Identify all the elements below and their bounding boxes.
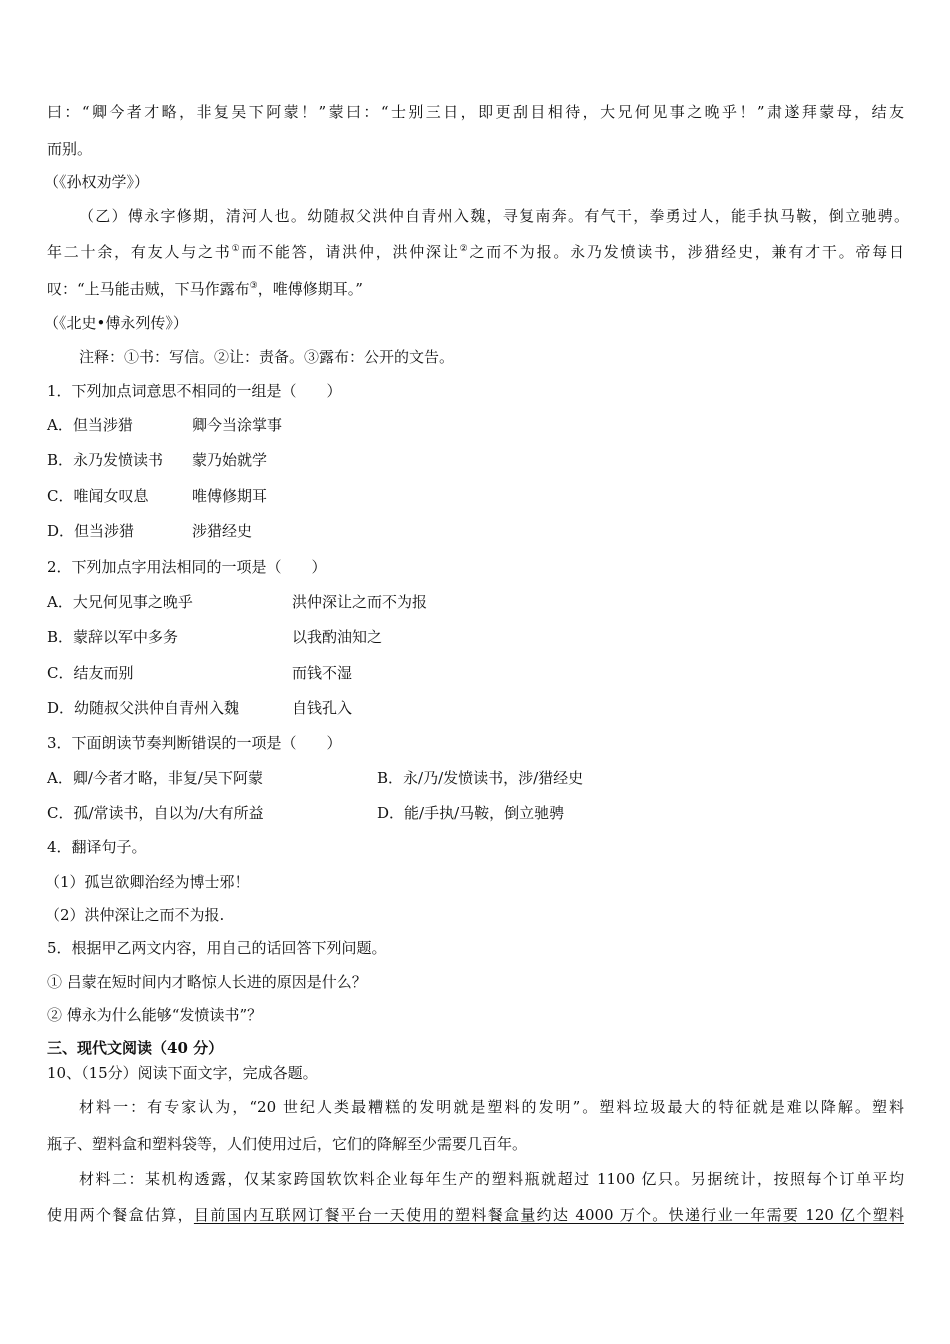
q2-option-d[interactable]: [47, 698, 647, 718]
q4-stem: 4．翻译句子。: [47, 838, 147, 856]
section-3-heading: 三、现代文阅读（40 分）: [47, 1039, 224, 1057]
q1-option-b[interactable]: [47, 450, 547, 470]
material-1-line-2: 瓶子、塑料盒和塑料袋等，人们使用过后，它们的降解至少需要几百年。: [47, 1135, 528, 1153]
q10-stem: 10、（15分）阅读下面文字，完成各题。: [47, 1064, 318, 1082]
option-label: D．幼随叔父洪仲自青州入魏: [47, 699, 240, 717]
footnote-marker-3: ③: [249, 281, 258, 291]
q2-option-a[interactable]: [47, 592, 647, 612]
material-2-line-2: [47, 1205, 904, 1225]
q1-option-a[interactable]: [47, 415, 547, 435]
q1-stem: 1．下列加点词意思不相同的一组是（ ）: [47, 382, 342, 400]
passage-yi-line-3: [47, 279, 363, 299]
option-pair: 涉猎经史: [192, 522, 253, 540]
passage-jia-line-2: 而别。: [47, 140, 93, 158]
text-segment: 之而不为报。永乃发愤读书，涉猎经史，兼有才干。帝每日: [469, 243, 904, 261]
passage-yi-line-1: （乙）傅永字修期，清河人也。幼随叔父洪仲自青州入魏，寻复南奔。有气干，拳勇过人，能手执马鞍，倒立驰骋。: [79, 207, 909, 225]
passage-jia-line-1: 曰：“卿今者才略，非复吴下阿蒙！”蒙曰：“士别三日，即更刮目相待，大兄何见事之晚乎！”肃遂拜蒙母，结友: [47, 103, 904, 121]
q3-option-c[interactable]: C．孤/常读书，自以为/大有所益: [47, 804, 264, 822]
material-2-line-1: 材料二：某机构透露，仅某家跨国软饮料企业每年生产的塑料瓶就超过 1100 亿只。另据统计，按照每个订单平均: [79, 1170, 904, 1188]
option-pair: 而钱不湿: [292, 664, 353, 682]
q5-stem: 5．根据甲乙两文内容，用自己的话回答下列问题。: [47, 939, 387, 957]
option-label: C．结友而别: [47, 664, 134, 682]
q3-option-b[interactable]: B．永/乃/发愤读书，涉/猎经史: [377, 769, 584, 787]
option-label: A．大兄何见事之晚乎: [47, 593, 193, 611]
q5-item-2: ② 傅永为什么能够“发愤读书”？: [47, 1006, 263, 1024]
option-label: B．永乃发愤读书: [47, 451, 164, 469]
option-pair: 洪仲深让之而不为报: [292, 593, 428, 611]
option-pair: 以我酌油知之: [292, 628, 383, 646]
q3-option-a[interactable]: A．卿/今者才略，非复/吴下阿蒙: [47, 769, 263, 787]
q5-item-1: ① 吕蒙在短时间内才略惊人长进的原因是什么？: [47, 973, 367, 991]
footnote-marker-2: ②: [459, 244, 470, 254]
option-label: D．但当涉猎: [47, 522, 135, 540]
q4-item-1: （1）孤岂欲卿治经为博士邪！: [45, 873, 250, 891]
text-segment: ，唯傅修期耳。”: [257, 280, 363, 298]
q2-option-c[interactable]: [47, 663, 647, 683]
footnote-marker-1: ①: [231, 244, 242, 254]
q3-option-d[interactable]: D．能/手执/马鞍，倒立驰骋: [377, 804, 565, 822]
passage-jia-source: （《孙权劝学》）: [44, 173, 150, 191]
q1-option-c[interactable]: [47, 486, 547, 506]
option-pair: 蒙乃始就学: [192, 451, 268, 469]
passage-yi-notes: 注释：①书：写信。②让：责备。③露布：公开的文告。: [79, 348, 455, 366]
option-label: C．唯闻女叹息: [47, 487, 149, 505]
passage-yi-source: （《北史•傅永列传》）: [44, 314, 188, 332]
underlined-text: 目前国内互联网订餐平台一天使用的塑料餐盒量约达 4000 万个。快递行业一年需要 120 亿个塑料: [193, 1206, 904, 1224]
option-label: A．但当涉猎: [47, 416, 133, 434]
option-pair: 卿今当涂掌事: [192, 416, 283, 434]
text-segment: 使用两个餐盒估算，: [47, 1206, 194, 1224]
q2-stem: 2．下列加点字用法相同的一项是（ ）: [47, 558, 327, 576]
q2-option-b[interactable]: [47, 627, 647, 647]
option-label: B．蒙辞以军中多务: [47, 628, 179, 646]
option-pair: 自钱孔入: [292, 699, 353, 717]
passage-yi-line-2: [47, 242, 904, 262]
q3-options-row-2: [47, 803, 747, 823]
material-1-line-1: 材料一：有专家认为，“20 世纪人类最糟糕的发明就是塑料的发明”。塑料垃圾最大的特征就是难以降解。塑料: [79, 1098, 904, 1116]
q4-item-2: （2）洪仲深让之而不为报.: [45, 906, 225, 924]
q1-option-d[interactable]: [47, 521, 547, 541]
text-segment: 叹：“上马能击贼，下马作露布: [47, 280, 250, 298]
text-segment: 年二十余，有友人与之书: [47, 243, 232, 261]
option-pair: 唯傅修期耳: [192, 487, 268, 505]
text-segment: 而不能答，请洪仲，洪仲深让: [241, 243, 460, 261]
q3-options-row-1: [47, 768, 747, 788]
q3-stem: 3．下面朗读节奏判断错误的一项是（ ）: [47, 734, 342, 752]
